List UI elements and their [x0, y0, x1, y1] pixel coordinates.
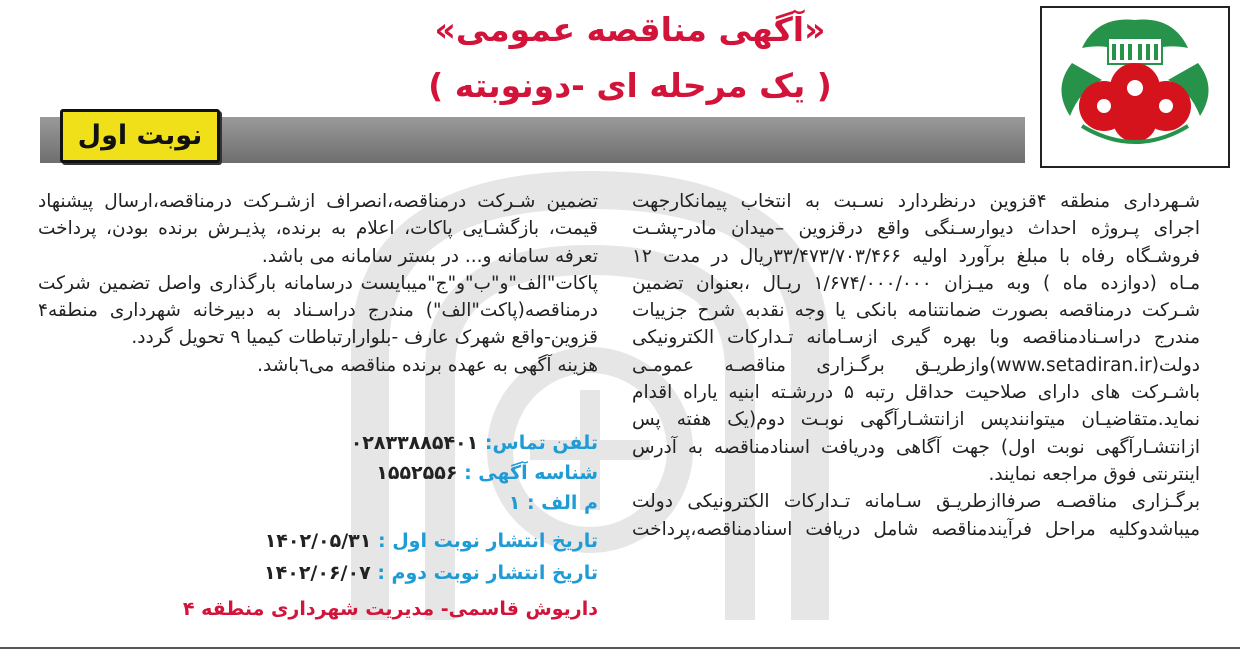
body-line: شـرکت درمناقصه بصورت ضمانتنامه بانکی یا وجه نقدبه شرح جزییات — [632, 300, 1200, 322]
first-pub-value: ۱۴۰۲/۰۵/۳۱ — [264, 530, 372, 552]
body-line: تضمین شـرکت درمناقصه،انصراف ازشـرکت درمناقصه،ارسال پیشنهاد — [38, 191, 598, 212]
contact-code — [38, 490, 598, 517]
body-line: مـاه (دوازده ماه ) وبه میـزان ۱/۶۷۴/۰۰۰/۰۰۰ ریـال ،بعنوان تضمین — [632, 272, 1201, 294]
logo-building — [1108, 38, 1162, 64]
body-line: باشـرکت های دارای صلاحیت حداقل رتبه ۵ دررشـته ابنیه یاراه اقدام — [632, 382, 1201, 404]
publication-round-badge: نوبت اول — [60, 109, 220, 163]
municipality-logo — [1040, 6, 1230, 168]
body-line: پاکات"الف"و"ب"و"ج"میبایست درسامانه بارگذاری واصل تضمین شرکت — [38, 272, 598, 294]
body-line: قیمت، بازگشـایی پاکات، اعلام به برنده، پذیـرش برنده بودن، پرداخت — [38, 218, 598, 240]
second-publication-date — [38, 560, 598, 587]
ad-id-value: ۱۵۵۲۵۵۶ — [376, 462, 458, 484]
body-line: ازانتشـارآگهی نوبت اول) جهت آگاهی ودریافت اسنادمناقصه به آدرس — [632, 436, 1200, 458]
second-pub-value: ۱۴۰۲/۰۶/۰۷ — [264, 562, 371, 584]
ad-body-left-column — [38, 188, 598, 379]
body-line: تعرفه سامانه و... در بستر سامانه می باشد. — [261, 245, 598, 267]
first-pub-label: تاریخ انتشار نوبت اول : — [377, 530, 598, 552]
contact-ad-id — [38, 460, 598, 487]
body-line: نماید.متقاضیـان میتوانندپس ازانتشـارآگهی نوبـت دوم(یک هفته پس — [632, 409, 1200, 431]
body-line: قزوین-واقع شهرک عارف -بلوارارتباطات کیمیا ۹ تحویل گردد. — [131, 327, 598, 349]
ad-title: «آگهی مناقصه عمومی» — [434, 10, 826, 49]
phone-value: ۰۲۸۳۳۸۸۵۴۰۱ — [350, 432, 479, 454]
bottom-divider — [0, 647, 1240, 649]
body-line: مندرج دراسـنادمناقصه وبا بهره گیری ازسـامانه تـدارکات الکترونیکی — [632, 327, 1200, 349]
ad-id-label: شناسه آگهی : — [464, 462, 598, 484]
phone-label: تلفن تماس: — [484, 432, 598, 454]
body-line: شـهرداری منطقه ۴قزوین درنظردارد نسـبت به انتخاب پیمانکارجهت — [632, 191, 1200, 212]
body-line: درمناقصه(پاکت"الف") مندرج دراسـناد به دبیرخانه شهرداری منطقه۴ — [38, 300, 598, 322]
body-line: فروشـگاه رفاه با مبلغ برآورد اولیه ۳۳/۴۷۳/۷۰۳/۴۶۶ریال در مدت ۱۲ — [632, 245, 1200, 267]
body-line: هزینه آگهی به عهده برنده مناقصه می٦باشد. — [257, 354, 598, 376]
body-line: اینترنتی فوق مراجعه نمایند. — [988, 463, 1200, 485]
logo-red-circles — [1079, 63, 1191, 142]
code-label: م الف : ۱ — [508, 492, 598, 514]
ad-body-right-column — [632, 188, 1200, 543]
body-line: برگـزاری مناقصـه صرفاازطریـق سـامانه تـدارکات الکترونیکی دولت — [632, 491, 1200, 513]
signature: داریوش قاسمی- مدیریت شهرداری منطقه ۴ — [182, 598, 598, 620]
body-line: میباشدوکلیه مراحل فرآیندمناقصه شامل دریافت اسنادمناقصه،پرداخت — [632, 518, 1200, 540]
qazvin-municipality-logo-icon — [1042, 8, 1228, 166]
contact-phone — [38, 430, 598, 457]
ad-subtitle: ( یک مرحله ای -دونوبته ) — [428, 66, 832, 105]
first-publication-date — [38, 528, 598, 555]
body-line: دولت(www.setadiran.ir)وازطریـق برگـزاری مناقصـه عمومـی — [632, 354, 1200, 376]
second-pub-label: تاریخ انتشار نوبت دوم : — [377, 562, 598, 584]
body-line: اجرای پـروژه احداث دیوارسـنگی واقع درقزوین –میدان مادر-پشـت — [632, 218, 1200, 240]
